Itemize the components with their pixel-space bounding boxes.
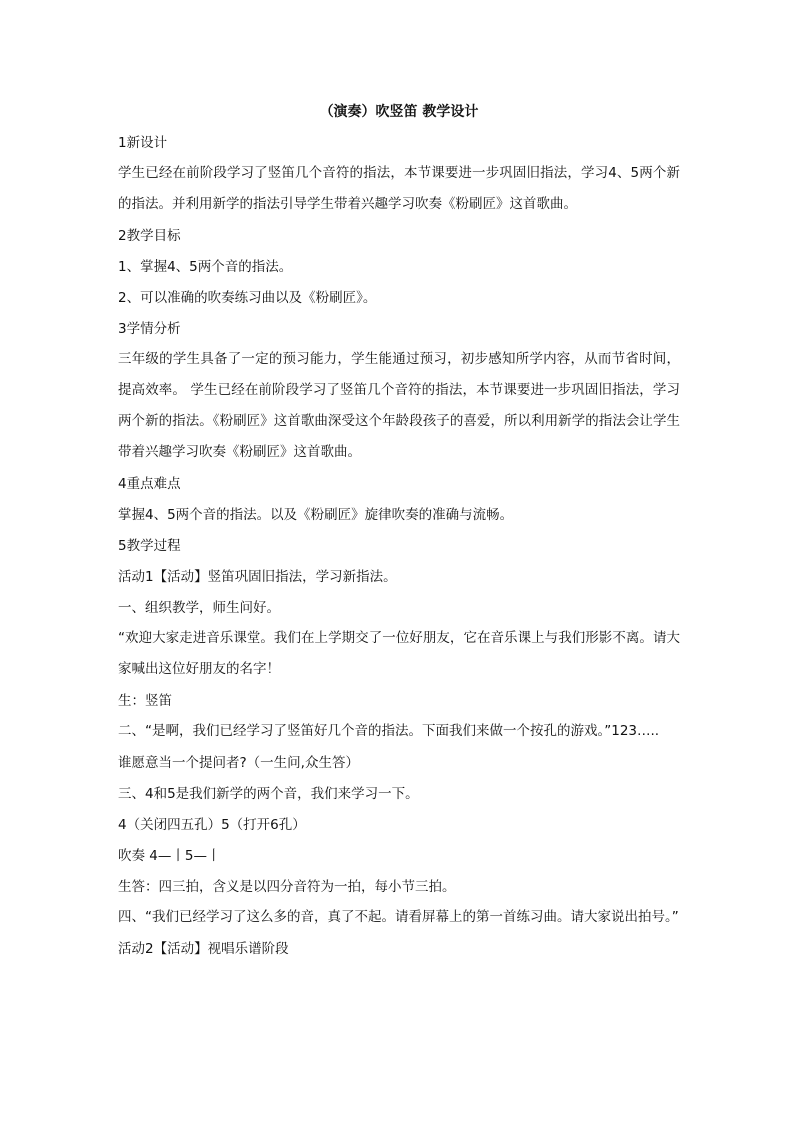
goal-item-1: 1、掌握4、5两个音的指法。	[118, 259, 293, 275]
activity-1-heading: 活动1【活动】竖笛巩固旧指法，学习新指法。	[118, 569, 397, 585]
section-heading-key-points: 4重点难点	[118, 476, 181, 492]
play-exercise: 吹奏 4—丨5—丨	[118, 848, 221, 864]
student-answer-1: 生：竖笛	[118, 693, 172, 709]
fingering-note: 4（关闭四五孔）5（打开6孔）	[118, 817, 306, 833]
section-heading-teaching-goals: 2教学目标	[118, 228, 181, 244]
paragraph-new-design: 学生已经在前阶段学习了竖笛几个音符的指法，本节课要进一步巩固旧指法，学习4、5两个新的指法。并利用新学的指法引导学生带着兴趣学习吹奏《粉刷匠》这首歌曲。	[118, 165, 680, 212]
step-3: 三、4和5是我们新学的两个音，我们来学习一下。	[118, 786, 419, 802]
paragraph-key-points: 掌握4、5两个音的指法。以及《粉刷匠》旋律吹奏的准确与流畅。	[118, 507, 514, 523]
paragraph-learning-analysis: 三年级的学生具备了一定的预习能力，学生能通过预习，初步感知所学内容，从而节省时间，提高效率。 学生已经在前阶段学习了竖笛几个音符的指法，本节课要进一步巩固旧指法，学习两个新的指法。《粉刷匠》这首歌曲深受这个年龄段孩子的喜爱，所以利用新学的指法会让学生带着兴趣学习吹奏《粉刷匠》这首歌曲。	[118, 351, 680, 460]
step-4: 四、“我们已经学习了这么多的音，真了不起。请看屏幕上的第一首练习曲。请大家说出拍号。”	[118, 909, 679, 925]
step-2: 二、“是啊，我们已经学习了竖笛好几个音的指法。下面我们来做一个按孔的游戏。”123…..	[118, 723, 660, 739]
document-title: （演奏）吹竖笛 教学设计	[319, 104, 479, 120]
step-1: 一、组织教学，师生问好。	[118, 600, 280, 616]
section-heading-new-design: 1新设计	[118, 135, 168, 151]
document-body	[118, 102, 680, 970]
goal-item-2: 2、可以准确的吹奏练习曲以及《粉刷匠》。	[118, 290, 377, 306]
teacher-quote-1: “欢迎大家走进音乐课堂。我们在上学期交了一位好朋友，它在音乐课上与我们形影不离。请大家喊出这位好朋友的名字！	[118, 630, 680, 677]
question-1: 谁愿意当一个提问者?（一生问,众生答）	[118, 755, 359, 771]
section-heading-teaching-process: 5教学过程	[118, 538, 181, 554]
section-heading-learning-analysis: 3学情分析	[118, 321, 181, 337]
student-answer-2: 生答：四三拍，含义是以四分音符为一拍，每小节三拍。	[118, 879, 456, 895]
activity-2-heading: 活动2【活动】视唱乐谱阶段	[118, 941, 289, 957]
